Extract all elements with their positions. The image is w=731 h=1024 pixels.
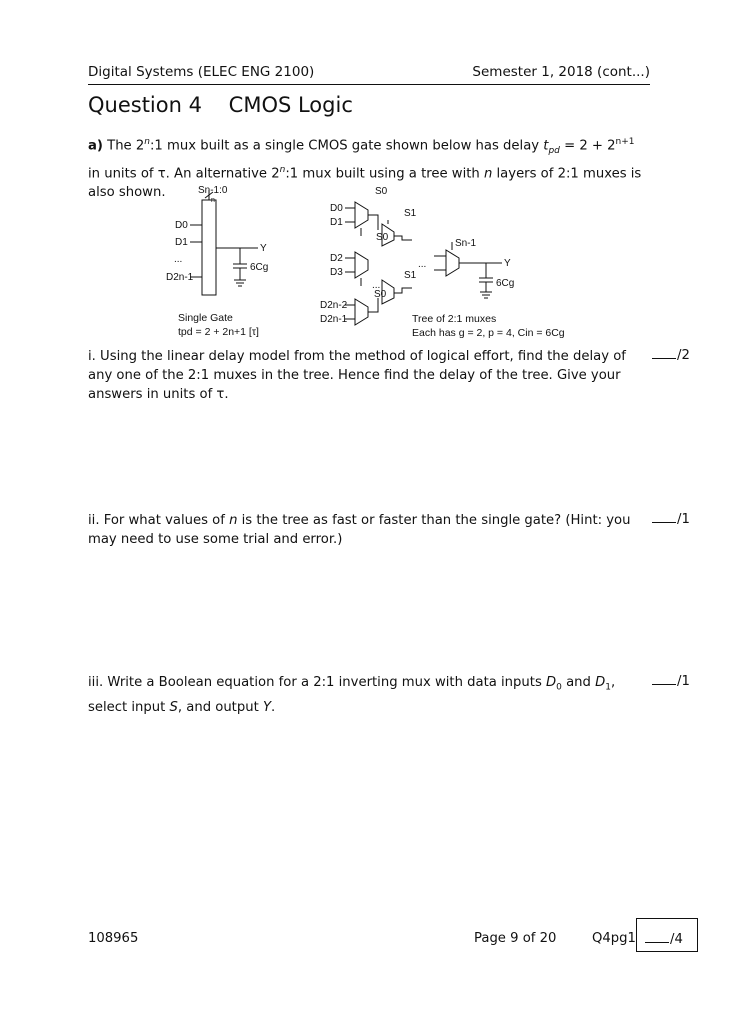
subscript: pd xyxy=(548,146,560,157)
text-run: , select input xyxy=(88,675,616,715)
total-mark-value: /4 xyxy=(670,932,683,947)
single-gate-box xyxy=(202,200,216,295)
page-number: Page 9 of 20 xyxy=(474,931,557,946)
math-var: Y xyxy=(262,699,272,715)
tree-select-label: Sn-1 xyxy=(455,238,477,249)
course-title: Digital Systems (ELEC ENG 2100) xyxy=(88,64,315,80)
question-number: Question 4 xyxy=(88,93,202,117)
single-input-label: D1 xyxy=(175,237,188,248)
tree-input-label: D0 xyxy=(330,203,343,214)
subscript: 0 xyxy=(556,682,562,693)
subscript: 1 xyxy=(605,682,611,693)
total-mark xyxy=(645,931,683,947)
tree-wire xyxy=(368,215,378,230)
mark-value: /2 xyxy=(677,348,690,363)
text-run: , and output xyxy=(177,699,263,715)
math-var: t xyxy=(543,138,549,154)
mark-value: /1 xyxy=(677,674,690,689)
text-run: iii. Write a Boolean equation for a 2:1 inverting mux with data inputs xyxy=(88,675,547,690)
tree-mux-final xyxy=(446,250,459,276)
tree-wire xyxy=(394,236,412,240)
text-run: The 2 xyxy=(107,138,145,154)
question-i-text: i. Using the linear delay model from the method of logical effort, find the delay of any one of the 2:1 muxes in the tree. Hence find the delay of the tree. Give your answers in units of τ. xyxy=(88,349,626,402)
single-output-label: Y xyxy=(260,243,267,254)
single-input-label: ... xyxy=(174,254,183,265)
text-run: layers of 2:1 muxes is also shown. xyxy=(88,166,642,201)
tree-caption: Tree of 2:1 muxes xyxy=(412,313,497,325)
text-run: :1 mux built as a single CMOS gate shown below has delay xyxy=(149,138,544,154)
question-i-mark[interactable] xyxy=(652,347,690,363)
mark-blank[interactable] xyxy=(652,347,676,359)
circuit-diagram xyxy=(150,180,590,345)
tree-mux-2 xyxy=(355,252,368,278)
tree-input-label: D2n-2 xyxy=(320,300,348,311)
single-gate-caption: Single Gate xyxy=(178,312,233,324)
text-run: . xyxy=(271,699,276,715)
single-select-label: Sn-1:0 xyxy=(198,185,228,196)
math-formula: = 2 + 2 xyxy=(559,138,616,154)
math-var: D xyxy=(595,675,606,690)
text-run: in units of τ. An alternative 2 xyxy=(88,166,280,182)
tree-select-label: S0 xyxy=(374,289,387,300)
tree-input-label: D2n-1 xyxy=(320,314,348,325)
single-input-label: D2n-1 xyxy=(166,272,194,283)
student-id: 108965 xyxy=(88,931,139,946)
question-iii xyxy=(88,673,650,717)
part-a-label: a) xyxy=(88,138,103,154)
mark-value: /1 xyxy=(677,512,690,527)
text-run: is the tree as fast or faster than the single gate? (Hint: you may need to use some trial and error.) xyxy=(88,513,631,547)
tree-select-label: S0 xyxy=(375,186,388,197)
tree-params: Each has g = 2, p = 4, Cin = 6Cg xyxy=(412,327,565,339)
semester-label: Semester 1, 2018 (cont...) xyxy=(472,64,650,80)
tree-select-label: S1 xyxy=(404,208,417,219)
single-gate-delay: tpd = 2 + 2n+1 [τ] xyxy=(178,326,259,338)
question-iii-mark[interactable] xyxy=(652,673,690,689)
math-var: D xyxy=(546,675,557,690)
superscript: n xyxy=(144,137,150,147)
tree-load-label: 6Cg xyxy=(496,278,515,289)
question-title: CMOS Logic xyxy=(228,93,353,117)
tree-mux-1 xyxy=(355,202,368,228)
single-load-label: 6Cg xyxy=(250,262,269,273)
total-mark-box[interactable] xyxy=(636,918,698,952)
mark-blank[interactable] xyxy=(652,673,676,685)
mux-circuit-figure xyxy=(150,180,590,345)
page-header xyxy=(88,62,650,85)
tree-wire xyxy=(394,288,412,293)
tree-output-label: Y xyxy=(504,258,511,269)
math-var: n xyxy=(229,513,238,528)
tree-input-label: D2 xyxy=(330,253,343,264)
question-ii xyxy=(88,511,650,549)
question-heading xyxy=(88,93,353,117)
tree-dots: ... xyxy=(372,280,381,291)
superscript: n+1 xyxy=(615,137,635,147)
math-var: S xyxy=(169,699,178,715)
tree-select-label: S0 xyxy=(376,232,389,243)
question-ii-mark[interactable] xyxy=(652,511,690,527)
tree-dots: ... xyxy=(418,259,427,270)
superscript: n xyxy=(279,165,286,176)
tree-wire xyxy=(368,298,378,312)
text-run: :1 mux built using a tree with xyxy=(285,166,484,182)
text-run: and xyxy=(561,675,596,690)
tree-mux-3 xyxy=(355,299,368,325)
bus-width-label: n xyxy=(211,197,215,204)
mark-blank[interactable] xyxy=(645,931,669,943)
question-i xyxy=(88,347,650,404)
text-run: ii. For what values of xyxy=(88,513,230,528)
mark-blank[interactable] xyxy=(652,511,676,523)
page-code: Q4pg1 xyxy=(592,931,636,946)
math-var: n xyxy=(483,166,493,182)
tree-select-label: S1 xyxy=(404,270,417,281)
tree-input-label: D3 xyxy=(330,267,343,278)
tree-input-label: D1 xyxy=(330,217,343,228)
single-input-label: D0 xyxy=(175,220,188,231)
